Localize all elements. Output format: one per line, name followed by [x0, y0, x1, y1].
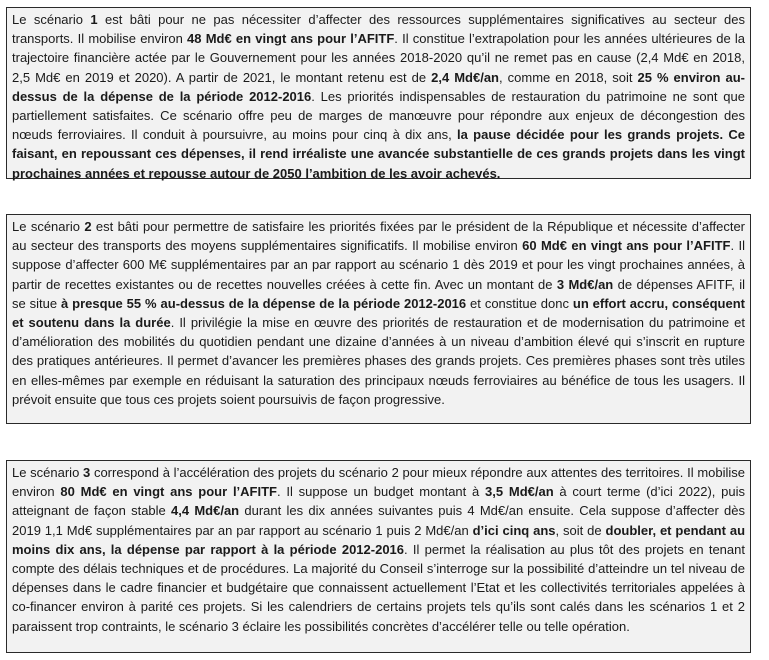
bold-text-segment: à presque 55 % au-dessus de la dépense de la période 2012-2016: [61, 295, 467, 311]
text-segment: à court terme (d’ici 2022), puis atteignant de façon stable: [12, 484, 746, 519]
text-segment: est bâti pour permettre de satisfaire les priorités fixées par le président de la République et nécessite d’affecter au secteur des transports des moyens supplémentaires significatifs. Il mobilise environ: [12, 219, 746, 254]
text-segment: durant les dix années suivantes puis 4 Md€/an ensuite. Cela suppose d’affecter dès 2019 1,1 Md€ supplémentaires par an par rapport au scénario 1 puis 2 Md€/an: [12, 503, 745, 538]
text-segment: . Les priorités indispensables de restauration du patrimoine ne sont que partiellement satisfaites. Ce scénario offre peu de marges de manœuvre pour répondre aux enjeux de décongestion des nœuds ferroviaires. Il conduit à poursuivre, au moins pour cinq à dix ans,: [12, 88, 745, 143]
bold-text-segment: 3,5 Md€/an: [485, 484, 554, 500]
scenario-2-box: [6, 214, 751, 424]
text-segment: , soit de: [555, 522, 606, 538]
bold-text-segment: 1: [90, 12, 98, 27]
bold-text-segment: d’ici cinq ans: [472, 522, 556, 538]
text-segment: est bâti pour ne pas nécessiter d’affecter des ressources supplémentaires significatives au secteur des transports. Il mobilise environ: [12, 12, 745, 47]
text-segment: . Il permet la réalisation au plus tôt des projets en tenant compte des délais techniques et de procédures. La majorité du Conseil s’interroge sur la possibilité d’atteindre un tel niveau de dépenses dans le cadre financier et budgétaire que connaissent actuellement l’Etat et les collectivités territoriales appelées à co-financer environ à parité ces projets. Si les calendriers de certains projets tels qu’ils sont calés dans les scénarios 1 et 2 paraissent trop contraints, le scénario 3 éclaire les possibilités concrètes d’accélérer telle ou telle opération.: [12, 541, 745, 634]
text-segment: . Il constitue l’extrapolation pour les années ultérieures de la trajectoire financière actée par le Gouvernement pour les années 2018-2020 qu’il ne remet pas en cause (2,4 Md€ en 2018, 2,5 Md€ en 2019 et 2020). A partir de 2021, le montant retenu est de: [12, 31, 745, 85]
bold-text-segment: doubler, et pendant au moins dix ans, la dépense par rapport à la période 2012-2016: [12, 522, 746, 557]
bold-text-segment: 3: [83, 465, 91, 480]
text-segment: et constitue donc: [466, 295, 573, 311]
text-segment: . Il privilégie la mise en œuvre des priorités de restauration et de modernisation du patrimoine et d’amélioration des mobilités du quotidien pendant une dizaine d’années à un niveau d’ambition élevé qui s’inscrit en rupture des pratiques antérieures. Il permet d’avancer les premières phases des grands projets. Ces premières phases sont très utiles en elles-mêmes par exemple en réduisant la saturation des principaux nœuds ferroviaires au bénéfice de tous les usagers. Il prévoit ensuite que tous ces projets soient poursuivis de façon progressive.: [12, 315, 745, 407]
bold-text-segment: 80 Md€ en vingt ans pour l’AFITF: [60, 484, 277, 500]
text-segment: de dépenses AFITF, il se situe: [12, 276, 745, 311]
bold-text-segment: 2,4 Md€/an: [431, 69, 500, 85]
bold-text-segment: 25 % environ au-dessus de la dépense de la période 2012-2016: [12, 69, 745, 104]
text-segment: Le scénario: [12, 219, 85, 234]
text-segment: correspond à l’accélération des projets du scénario 2 pour mieux répondre aux attentes des territoires. Il mobilise environ: [12, 465, 746, 500]
text-segment: Le scénario: [12, 465, 84, 480]
text-segment: . Il suppose d’affecter 600 M€ supplémentaires par an par rapport au scénario 1 dès 2019 et pour les vingt prochaines années, à partir de recettes existantes ou de recettes nouvelles créées à cette fin. Avec un montant de: [12, 238, 745, 292]
bold-text-segment: 4,4 Md€/an: [171, 503, 240, 519]
bold-text-segment: 3 Md€/an: [556, 276, 614, 292]
bold-text-segment: un effort accru, conséquent et soutenu dans la durée: [12, 295, 745, 331]
bold-text-segment: 2: [84, 219, 92, 234]
text-segment: , comme en 2018, soit: [499, 69, 638, 85]
bold-text-segment: la pause décidée pour les grands projets. Ce faisant, en repoussant ces dépenses, il rend irréaliste une avancée substantielle de ces grands projets dans les vingt prochaines années et repousse autour de 2050 l’ambition de les avoir achevés.: [12, 127, 746, 181]
text-segment: Le scénario: [12, 12, 91, 27]
bold-text-segment: 60 Md€ en vingt ans pour l’AFITF: [522, 238, 731, 254]
scenario-1-box: [6, 7, 751, 179]
scenario-3-box: [6, 460, 751, 653]
bold-text-segment: 48 Md€ en vingt ans pour l’AFITF: [187, 31, 395, 47]
text-segment: . Il suppose un budget montant à: [277, 484, 486, 500]
